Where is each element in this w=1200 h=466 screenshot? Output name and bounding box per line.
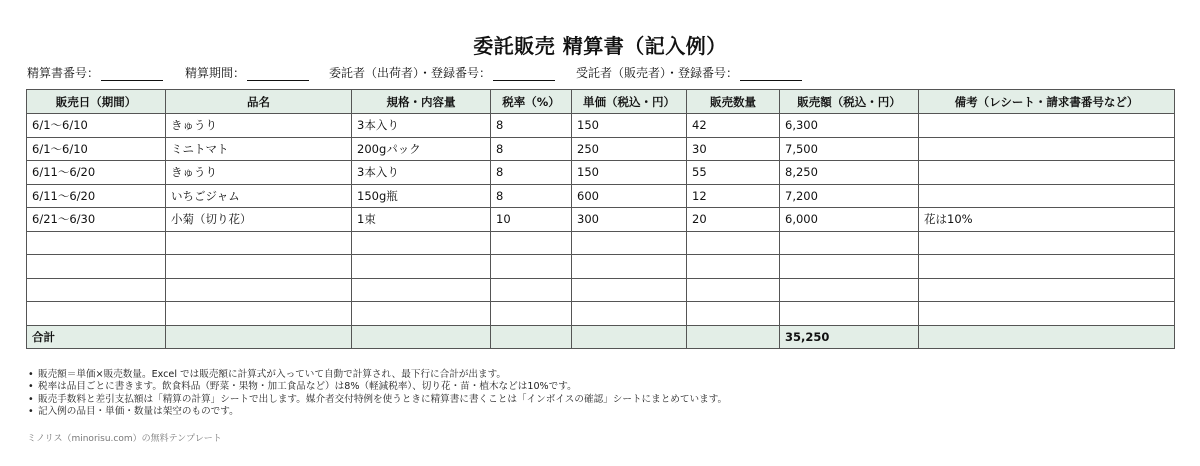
cell-sale-date[interactable] bbox=[27, 255, 166, 279]
cell-sale-date[interactable] bbox=[27, 302, 166, 326]
cell-remarks[interactable] bbox=[919, 302, 1175, 326]
statement-number-field[interactable] bbox=[27, 64, 163, 81]
total-empty-cell bbox=[352, 325, 491, 349]
total-value: 35,250 bbox=[780, 325, 919, 349]
cell-sale-date[interactable]: 6/21〜6/30 bbox=[27, 208, 166, 232]
cell-remarks[interactable] bbox=[919, 184, 1175, 208]
bullet-icon: • bbox=[28, 369, 34, 380]
cell-sales-amount[interactable] bbox=[780, 255, 919, 279]
cell-unit-price[interactable]: 150 bbox=[572, 161, 687, 185]
cell-tax-rate[interactable] bbox=[491, 231, 572, 255]
cell-unit-price[interactable] bbox=[572, 255, 687, 279]
cell-remarks[interactable] bbox=[919, 278, 1175, 302]
total-empty-cell bbox=[919, 325, 1175, 349]
cell-item-name[interactable] bbox=[166, 255, 352, 279]
cell-spec[interactable] bbox=[352, 302, 491, 326]
footer-credit: ミノリス（minorisu.com）の無料テンプレート bbox=[27, 434, 222, 444]
cell-sale-date[interactable]: 6/11〜6/20 bbox=[27, 161, 166, 185]
note-item bbox=[28, 406, 727, 418]
cell-item-name[interactable] bbox=[166, 278, 352, 302]
total-empty-cell bbox=[491, 325, 572, 349]
cell-quantity[interactable]: 30 bbox=[687, 137, 780, 161]
cell-spec[interactable]: 3本入り bbox=[352, 114, 491, 138]
note-text: 税率は品目ごとに書きます。飲食料品（野菜・果物・加工食品など）は8%（軽減税率）、切り花・苗・植木などは10%です。 bbox=[38, 381, 577, 393]
cell-remarks[interactable] bbox=[919, 161, 1175, 185]
cell-sale-date[interactable] bbox=[27, 278, 166, 302]
consignor-field[interactable] bbox=[329, 64, 555, 81]
cell-sales-amount[interactable] bbox=[780, 231, 919, 255]
cell-tax-rate[interactable]: 10 bbox=[491, 208, 572, 232]
total-empty-cell bbox=[572, 325, 687, 349]
cell-unit-price[interactable]: 250 bbox=[572, 137, 687, 161]
note-item bbox=[28, 369, 727, 381]
cell-sales-amount[interactable]: 7,500 bbox=[780, 137, 919, 161]
cell-tax-rate[interactable]: 8 bbox=[491, 161, 572, 185]
consignor-blank[interactable] bbox=[493, 68, 555, 81]
cell-spec[interactable] bbox=[352, 278, 491, 302]
consignor-label: 委託者（出荷者）・登録番号： bbox=[329, 66, 492, 80]
cell-quantity[interactable]: 42 bbox=[687, 114, 780, 138]
cell-sale-date[interactable]: 6/1〜6/10 bbox=[27, 137, 166, 161]
cell-tax-rate[interactable] bbox=[491, 302, 572, 326]
period-field[interactable] bbox=[185, 64, 309, 81]
header-tax-rate: 税率（%） bbox=[491, 90, 572, 114]
statement-number-blank[interactable] bbox=[101, 68, 163, 81]
cell-quantity[interactable]: 20 bbox=[687, 208, 780, 232]
note-text: 販売手数料と差引支払額は「精算の計算」シートで出します。媒介者交付特例を使うときに精算書に書くことは「インボイスの確認」シートにまとめています。 bbox=[38, 393, 728, 405]
consignee-label: 受託者（販売者）・登録番号： bbox=[576, 66, 739, 80]
cell-tax-rate[interactable]: 8 bbox=[491, 184, 572, 208]
header-item-name: 品名 bbox=[166, 90, 352, 114]
table-header-row bbox=[27, 90, 1175, 114]
cell-quantity[interactable] bbox=[687, 231, 780, 255]
cell-sale-date[interactable]: 6/1〜6/10 bbox=[27, 114, 166, 138]
cell-sales-amount[interactable]: 8,250 bbox=[780, 161, 919, 185]
statement-number-label: 精算書番号： bbox=[27, 66, 100, 80]
cell-sale-date[interactable]: 6/11〜6/20 bbox=[27, 184, 166, 208]
cell-spec[interactable] bbox=[352, 255, 491, 279]
cell-tax-rate[interactable]: 8 bbox=[491, 137, 572, 161]
cell-sales-amount[interactable] bbox=[780, 302, 919, 326]
note-text: 記入例の品目・単価・数量は架空のものです。 bbox=[38, 406, 239, 418]
table-row bbox=[27, 137, 1175, 161]
cell-spec[interactable]: 3本入り bbox=[352, 161, 491, 185]
cell-unit-price[interactable] bbox=[572, 231, 687, 255]
bullet-icon: • bbox=[28, 381, 34, 393]
note-item bbox=[28, 394, 727, 406]
table-row bbox=[27, 231, 1175, 255]
total-label: 合計 bbox=[27, 325, 166, 349]
cell-remarks[interactable]: 花は10% bbox=[919, 208, 1175, 232]
note-text: 販売額＝単価×販売数量。Excel では販売額に計算式が入っていて自動で計算され、最下行に合計が出ます。 bbox=[38, 369, 507, 380]
cell-quantity[interactable]: 12 bbox=[687, 184, 780, 208]
table-row bbox=[27, 278, 1175, 302]
cell-remarks[interactable] bbox=[919, 231, 1175, 255]
cell-spec[interactable]: 1束 bbox=[352, 208, 491, 232]
table-row bbox=[27, 184, 1175, 208]
period-blank[interactable] bbox=[247, 68, 309, 81]
cell-tax-rate[interactable] bbox=[491, 278, 572, 302]
cell-item-name[interactable] bbox=[166, 231, 352, 255]
table-row bbox=[27, 161, 1175, 185]
cell-sales-amount[interactable]: 7,200 bbox=[780, 184, 919, 208]
table-row bbox=[27, 114, 1175, 138]
document-title: 委託販売 精算書（記入例） bbox=[473, 34, 727, 58]
cell-sales-amount[interactable]: 6,000 bbox=[780, 208, 919, 232]
cell-quantity[interactable]: 55 bbox=[687, 161, 780, 185]
cell-item-name[interactable]: ミニトマト bbox=[166, 137, 352, 161]
cell-tax-rate[interactable] bbox=[491, 255, 572, 279]
total-empty-cell bbox=[687, 325, 780, 349]
cell-item-name[interactable]: きゅうり bbox=[166, 161, 352, 185]
header-quantity: 販売数量 bbox=[687, 90, 780, 114]
bullet-icon: • bbox=[28, 393, 34, 405]
header-sale-date: 販売日（期間） bbox=[27, 90, 166, 114]
header-remarks: 備考（レシート・請求書番号など） bbox=[919, 90, 1175, 114]
bullet-icon: • bbox=[28, 406, 34, 418]
consignee-field[interactable] bbox=[576, 64, 802, 81]
cell-quantity[interactable] bbox=[687, 302, 780, 326]
cell-unit-price[interactable] bbox=[572, 302, 687, 326]
cell-sales-amount[interactable]: 6,300 bbox=[780, 114, 919, 138]
settlement-table bbox=[26, 89, 1175, 349]
cell-item-name[interactable]: いちごジャム bbox=[166, 184, 352, 208]
cell-item-name[interactable] bbox=[166, 302, 352, 326]
cell-spec[interactable]: 150g瓶 bbox=[352, 184, 491, 208]
cell-item-name[interactable]: 小菊（切り花） bbox=[166, 208, 352, 232]
cell-tax-rate[interactable]: 8 bbox=[491, 114, 572, 138]
cell-quantity[interactable] bbox=[687, 278, 780, 302]
period-label: 精算期間： bbox=[185, 66, 246, 80]
consignee-blank[interactable] bbox=[740, 68, 802, 81]
cell-remarks[interactable] bbox=[919, 114, 1175, 138]
notes-list bbox=[28, 369, 727, 419]
cell-unit-price[interactable]: 300 bbox=[572, 208, 687, 232]
table-row bbox=[27, 208, 1175, 232]
cell-item-name[interactable]: きゅうり bbox=[166, 114, 352, 138]
header-spec: 規格・内容量 bbox=[352, 90, 491, 114]
cell-quantity[interactable] bbox=[687, 255, 780, 279]
cell-spec[interactable] bbox=[352, 231, 491, 255]
cell-unit-price[interactable]: 600 bbox=[572, 184, 687, 208]
total-empty-cell bbox=[166, 325, 352, 349]
table-row bbox=[27, 255, 1175, 279]
total-row bbox=[27, 325, 1175, 349]
cell-spec[interactable]: 200gパック bbox=[352, 137, 491, 161]
table-row bbox=[27, 302, 1175, 326]
cell-remarks[interactable] bbox=[919, 137, 1175, 161]
cell-unit-price[interactable]: 150 bbox=[572, 114, 687, 138]
note-item bbox=[28, 381, 727, 393]
header-sales-amount: 販売額（税込・円） bbox=[780, 90, 919, 114]
cell-sale-date[interactable] bbox=[27, 231, 166, 255]
cell-remarks[interactable] bbox=[919, 255, 1175, 279]
header-unit-price: 単価（税込・円） bbox=[572, 90, 687, 114]
cell-unit-price[interactable] bbox=[572, 278, 687, 302]
cell-sales-amount[interactable] bbox=[780, 278, 919, 302]
